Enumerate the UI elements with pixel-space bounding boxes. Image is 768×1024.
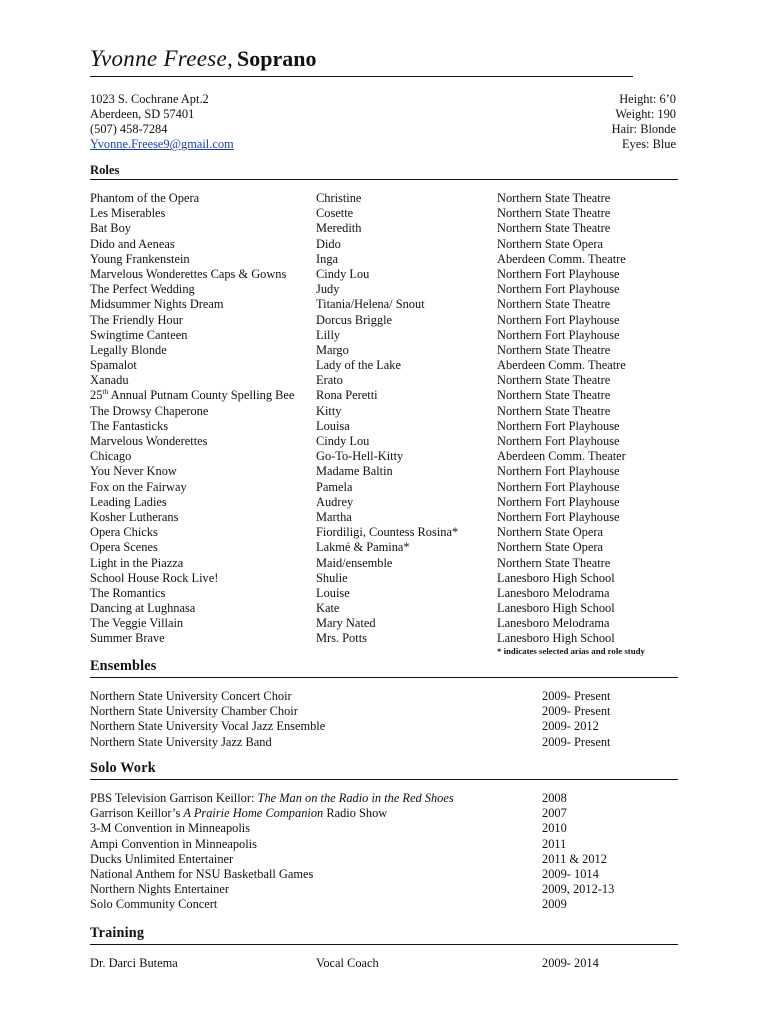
solo-work-title <box>90 882 229 897</box>
venue-name: Northern State Theatre <box>497 206 611 221</box>
role-row <box>90 297 680 312</box>
ensemble-row <box>90 735 680 750</box>
ensemble-years: 2009- Present <box>542 689 611 703</box>
venue-name: Northern State Theatre <box>497 388 611 403</box>
solo-work-text: Garrison Keillor’s <box>90 806 184 821</box>
role-name: Rona Peretti <box>316 388 378 403</box>
show-title: Kosher Lutherans <box>90 509 179 524</box>
contact-info <box>90 92 234 152</box>
role-name: Mary Nated <box>316 616 376 631</box>
role-row <box>90 191 680 206</box>
role-name: Inga <box>316 251 339 266</box>
solo-work-row <box>90 867 680 882</box>
eyes-stat: Eyes: Blue <box>621 137 676 151</box>
role-row <box>90 556 680 571</box>
venue-name: Northern State Opera <box>497 525 603 540</box>
show-title: Xanadu <box>90 373 129 388</box>
solo-work-row <box>90 806 680 821</box>
show-title: Leading Ladies <box>90 494 167 509</box>
venue-name: Northern Fort Playhouse <box>497 418 620 433</box>
show-title: You Never Know <box>90 464 177 479</box>
solo-work-row <box>90 791 680 806</box>
solo-work-suffix: Radio Show <box>323 806 388 821</box>
role-name: Titania/Helena/ Snout <box>316 297 425 312</box>
show-title-ordinal: th <box>102 387 109 397</box>
phone-number: (507) 458-7284 <box>90 122 168 136</box>
ensembles-heading: Ensembles <box>90 658 678 678</box>
show-title: Dancing at Lughnasa <box>90 601 196 616</box>
venue-name: Northern Fort Playhouse <box>497 509 620 524</box>
venue-name: Lanesboro High School <box>497 570 615 585</box>
solo-work-list <box>90 791 680 913</box>
role-name: Christine <box>316 191 362 205</box>
solo-work-text: Solo Community Concert <box>90 897 218 912</box>
role-row <box>90 328 680 343</box>
role-row <box>90 616 680 631</box>
solo-work-years: 2011 <box>542 836 567 851</box>
solo-work-title <box>90 837 257 852</box>
role-name: Maid/ensemble <box>316 555 393 570</box>
solo-work-text: National Anthem for NSU Basketball Games <box>90 866 314 881</box>
solo-work-title <box>90 821 250 836</box>
show-title: Spamalot <box>90 358 137 373</box>
show-title: The Veggie Villain <box>90 616 184 631</box>
role-name: Margo <box>316 342 349 357</box>
role-name: Shulie <box>316 570 348 585</box>
role-row <box>90 388 680 403</box>
solo-work-text: Northern Nights Entertainer <box>90 882 230 897</box>
role-row <box>90 464 680 479</box>
solo-work-row <box>90 852 680 867</box>
role-row <box>90 373 680 388</box>
role-name: Fiordiligi, Countess Rosina* <box>316 525 459 540</box>
role-row <box>90 480 680 495</box>
show-title: Swingtime Canteen <box>90 327 188 342</box>
venue-name: Northern Fort Playhouse <box>497 479 620 494</box>
role-name: Pamela <box>316 479 353 494</box>
role-row <box>90 495 680 510</box>
ensemble-years: 2009- Present <box>542 704 611 719</box>
ensemble-name: Northern State University Vocal Jazz Ensemble <box>90 719 326 734</box>
name-header <box>90 46 633 77</box>
solo-work-row <box>90 882 680 897</box>
show-title-text: Annual Putnam County Spelling Bee <box>108 388 295 403</box>
training-years: 2009- 2014 <box>542 956 599 970</box>
role-row <box>90 221 680 236</box>
show-title: Marvelous Wonderettes <box>90 434 208 448</box>
hair-stat: Hair: Blonde <box>611 122 676 136</box>
role-row <box>90 525 680 540</box>
performer-name: Yvonne Freese, <box>90 46 234 71</box>
show-title: The Drowsy Chaperone <box>90 403 209 418</box>
ensemble-years: 2009- 2012 <box>542 719 599 734</box>
teacher-role: Vocal Coach <box>316 956 379 970</box>
training-heading: Training <box>90 925 678 945</box>
solo-work-title <box>90 791 454 806</box>
venue-name: Northern Fort Playhouse <box>497 464 620 479</box>
solo-work-years: 2011 & 2012 <box>542 851 607 866</box>
role-row <box>90 282 680 297</box>
solo-work-years: 2009 <box>542 897 567 912</box>
show-title: Summer Brave <box>90 631 165 646</box>
venue-name: Northern State Theatre <box>497 342 611 357</box>
show-title: Fox on the Fairway <box>90 479 187 494</box>
height-stat: Height: 6’0 <box>619 92 676 106</box>
roles-footnote: * indicates selected arias and role study <box>497 646 645 656</box>
venue-name: Northern State Theatre <box>497 403 611 418</box>
venue-name: Northern Fort Playhouse <box>497 266 620 281</box>
role-row <box>90 343 680 358</box>
show-title: Midsummer Nights Dream <box>90 297 224 312</box>
ensemble-name: Northern State University Chamber Choir <box>90 704 298 719</box>
venue-name: Northern Fort Playhouse <box>497 434 620 448</box>
physical-stats <box>612 92 676 152</box>
solo-work-years: 2009, 2012-13 <box>542 882 615 897</box>
show-title: The Perfect Wedding <box>90 282 195 297</box>
show-title: Marvelous Wonderettes Caps & Gowns <box>90 266 287 281</box>
role-name: Meredith <box>316 221 362 236</box>
role-name: Madame Baltin <box>316 464 393 479</box>
venue-name: Northern State Theatre <box>497 221 611 236</box>
venue-name: Lanesboro Melodrama <box>497 585 610 600</box>
role-row <box>90 449 680 464</box>
role-name: Kitty <box>316 403 342 418</box>
role-name: Lady of the Lake <box>316 358 401 373</box>
venue-name: Aberdeen Comm. Theater <box>497 449 626 464</box>
role-name: Audrey <box>316 494 354 509</box>
solo-work-row <box>90 837 680 852</box>
venue-name: Northern Fort Playhouse <box>497 282 620 297</box>
teacher-name: Dr. Darci Butema <box>90 956 178 970</box>
solo-work-years: 2010 <box>542 821 567 836</box>
show-title: Opera Scenes <box>90 540 158 555</box>
solo-work-text: 3-M Convention in Minneapolis <box>90 821 251 836</box>
solo-work-italic: The Man on the Radio in the Red Shoes <box>257 791 454 805</box>
solo-work-italic: A Prairie Home Companion <box>183 806 324 821</box>
venue-name: Northern State Opera <box>497 236 603 251</box>
role-name: Kate <box>316 601 340 616</box>
show-title: Legally Blonde <box>90 342 167 357</box>
solo-work-heading: Solo Work <box>90 760 678 780</box>
weight-stat: Weight: 190 <box>615 107 676 121</box>
venue-name: Aberdeen Comm. Theatre <box>497 358 626 373</box>
show-title: Young Frankenstein <box>90 251 190 266</box>
solo-work-years: 2007 <box>542 806 567 821</box>
venue-name: Aberdeen Comm. Theatre <box>497 251 626 266</box>
solo-work-row <box>90 897 680 912</box>
role-name: Lilly <box>316 327 341 342</box>
venue-name: Northern State Theatre <box>497 191 611 205</box>
solo-work-title <box>90 806 387 821</box>
roles-heading: Roles <box>90 163 678 180</box>
show-title: Dido and Aeneas <box>90 236 175 251</box>
role-name: Dorcus Briggle <box>316 312 393 327</box>
role-name: Go-To-Hell-Kitty <box>316 449 404 464</box>
show-title: Chicago <box>90 449 132 464</box>
role-row <box>90 540 680 555</box>
address-line-2: Aberdeen, SD 57401 <box>90 107 195 121</box>
venue-name: Northern Fort Playhouse <box>497 327 620 342</box>
role-row <box>90 601 680 616</box>
role-name: Erato <box>316 373 343 388</box>
role-name: Louise <box>316 585 350 600</box>
venue-name: Lanesboro High School <box>497 631 615 646</box>
email-link[interactable]: Yvonne.Freese9@gmail.com <box>90 137 234 151</box>
show-title: The Fantasticks <box>90 418 169 433</box>
role-row <box>90 434 680 449</box>
role-name: Mrs. Potts <box>316 631 367 646</box>
solo-work-title <box>90 897 217 912</box>
address-line-1: 1023 S. Cochrane Apt.2 <box>90 92 209 106</box>
show-title: Bat Boy <box>90 221 131 236</box>
venue-name: Northern State Theatre <box>497 297 611 312</box>
venue-name: Northern State Theatre <box>497 373 611 388</box>
role-row <box>90 267 680 282</box>
solo-work-text: PBS Television Garrison Keillor: <box>90 791 258 805</box>
role-name: Cosette <box>316 206 354 221</box>
solo-work-years: 2009- 1014 <box>542 866 599 881</box>
solo-work-title <box>90 867 313 882</box>
role-row <box>90 252 680 267</box>
venue-name: Northern Fort Playhouse <box>497 494 620 509</box>
role-name: Judy <box>316 282 340 297</box>
solo-work-row <box>90 821 680 836</box>
ensemble-row <box>90 704 680 719</box>
solo-work-text: Ampi Convention in Minneapolis <box>90 836 257 851</box>
role-row <box>90 510 680 525</box>
role-row <box>90 586 680 601</box>
venue-name: Northern State Theatre <box>497 555 611 570</box>
ensemble-name: Northern State University Concert Choir <box>90 689 292 703</box>
role-name: Martha <box>316 509 352 524</box>
venue-name: Northern State Opera <box>497 540 603 555</box>
voice-type: Soprano <box>237 46 317 71</box>
role-name: Louisa <box>316 418 350 433</box>
show-title <box>90 388 294 403</box>
show-title: Phantom of the Opera <box>90 191 200 205</box>
venue-name: Lanesboro High School <box>497 601 615 616</box>
role-row <box>90 631 680 646</box>
venue-name: Lanesboro Melodrama <box>497 616 610 631</box>
solo-work-years: 2008 <box>542 791 567 805</box>
role-name: Dido <box>316 236 341 251</box>
solo-work-title <box>90 852 233 867</box>
training-list <box>90 956 680 971</box>
ensemble-years: 2009- Present <box>542 734 611 749</box>
role-row <box>90 571 680 586</box>
role-name: Lakmé & Pamina* <box>316 540 410 555</box>
show-title: School House Rock Live! <box>90 570 219 585</box>
show-title: The Friendly Hour <box>90 312 183 327</box>
show-title: Opera Chicks <box>90 525 158 540</box>
role-row <box>90 237 680 252</box>
venue-name: Northern Fort Playhouse <box>497 312 620 327</box>
role-row <box>90 404 680 419</box>
ensembles-list <box>90 689 680 750</box>
show-title: Light in the Piazza <box>90 555 184 570</box>
ensemble-row <box>90 689 680 704</box>
role-row <box>90 313 680 328</box>
training-row <box>90 956 680 971</box>
role-row <box>90 358 680 373</box>
show-title: Les Miserables <box>90 206 166 221</box>
ensemble-row <box>90 719 680 734</box>
role-name: Cindy Lou <box>316 266 370 281</box>
role-name: Cindy Lou <box>316 434 370 448</box>
show-title: The Romantics <box>90 585 166 600</box>
role-row <box>90 419 680 434</box>
show-title-number: 25 <box>90 388 103 403</box>
solo-work-text: Ducks Unlimited Entertainer <box>90 851 234 866</box>
role-row <box>90 206 680 221</box>
roles-list <box>90 191 680 647</box>
ensemble-name: Northern State University Jazz Band <box>90 734 272 749</box>
